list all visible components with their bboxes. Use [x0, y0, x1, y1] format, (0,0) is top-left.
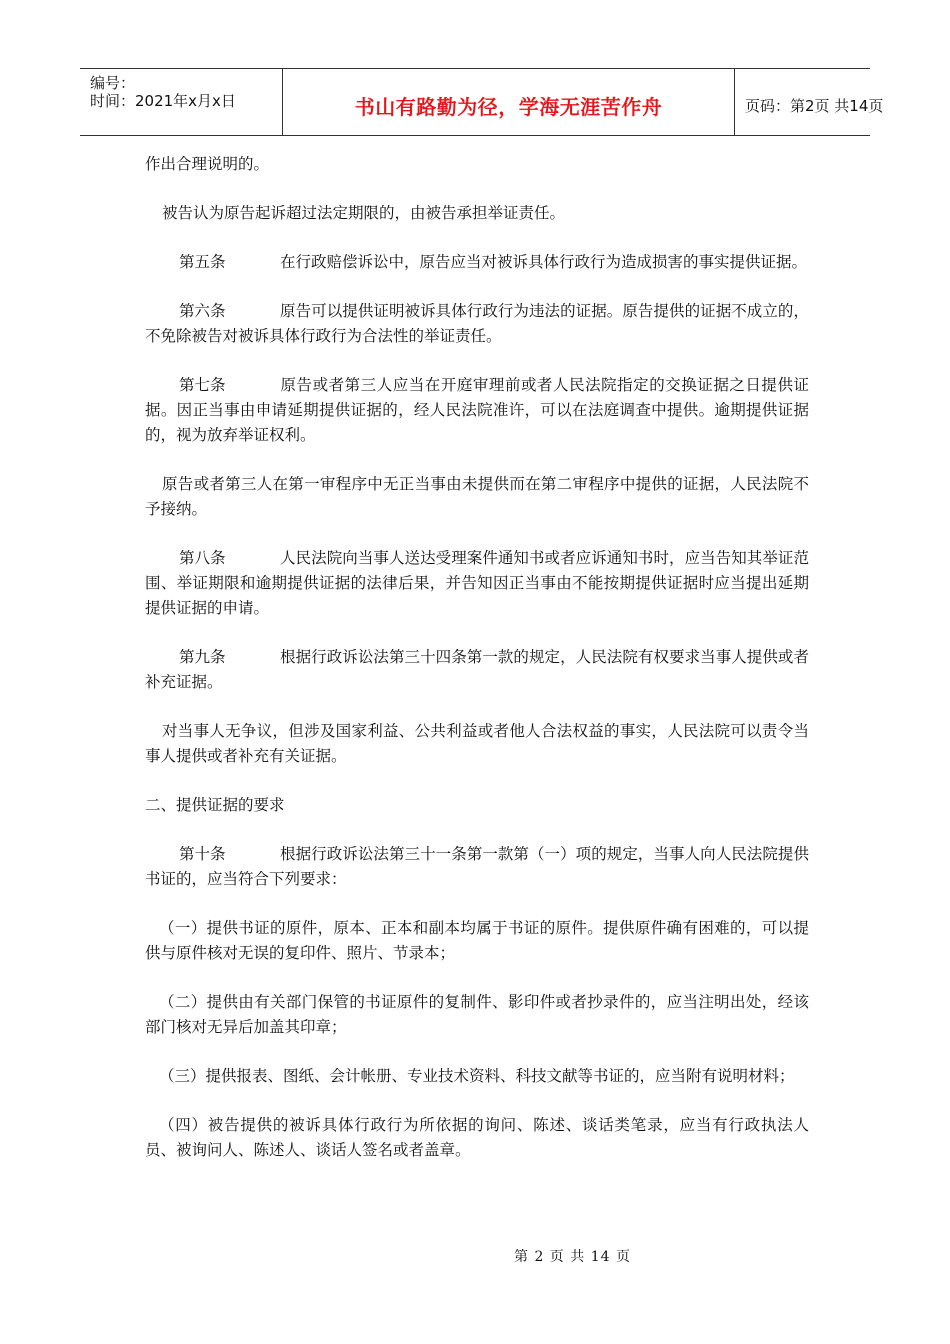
header-motto-cell [282, 69, 735, 135]
header-motto: 书山有路勤为径，学海无涯苦作舟 [354, 95, 663, 119]
article-8-title: 第八条 [179, 549, 226, 567]
article-7-text: 原告或者第三人应当在开庭审理前或者人民法院指定的交换证据之日提供证据。因正当事由申请延期提供证据的，经人民法院准许，可以在法庭调查中提供。逾期提供证据的，视为放弃举证权利。 [145, 376, 809, 444]
list-item-3: （三）提供报表、图纸、会计帐册、专业技术资料、科技文献等书证的，应当附有说明材料； [159, 1067, 795, 1085]
list-item-4: （四）被告提供的被诉具体行政行为所依据的询问、陈述、谈话类笔录，应当有行政执法人员、被询问人、陈述人、谈话人签名或者盖章。 [145, 1116, 809, 1159]
article-5-title: 第五条 [179, 253, 226, 271]
article-5-text: 在行政赔偿诉讼中，原告应当对被诉具体行政行为造成损害的事实提供证据。 [280, 253, 808, 271]
header-page-code: 页码：第2页 共14页 [745, 97, 884, 115]
document-time-label: 时间：2021年x月x日 [90, 92, 236, 110]
article-8-text: 人民法院向当事人送达受理案件通知书或者应诉通知书时，应当告知其举证范围、举证期限和逾期提供证据的法律后果，并告知因正当事由不能按期提供证据时应当提出延期提供证据的申请。 [145, 549, 809, 617]
paragraph-defendant-burden: 被告认为原告起诉超过法定期限的，由被告承担举证责任。 [162, 204, 566, 222]
article-10-title: 第十条 [179, 845, 226, 863]
document-body [145, 152, 809, 1187]
article-6-title: 第六条 [179, 302, 226, 320]
list-item-1: （一）提供书证的原件，原本、正本和副本均属于书证的原件。提供原件确有困难的，可以提供与原件核对无误的复印件、照片、节录本； [145, 919, 809, 962]
article-10 [145, 842, 809, 892]
article-9-paragraph-2: 对当事人无争议，但涉及国家利益、公共利益或者他人合法权益的事实，人民法院可以责令当事人提供或者补充有关证据。 [145, 722, 809, 765]
article-9-text: 根据行政诉讼法第三十四条第一款的规定，人民法院有权要求当事人提供或者补充证据。 [145, 648, 809, 691]
article-7-title: 第七条 [179, 376, 226, 394]
article-9 [145, 645, 809, 695]
header-page-cell [735, 69, 884, 135]
footer-page-number: 第 2 页 共 14 页 [514, 1249, 631, 1265]
section-heading-2: 二、提供证据的要求 [145, 796, 285, 814]
article-5 [145, 250, 809, 275]
paragraph-continuation: 作出合理说明的。 [145, 155, 270, 173]
article-8 [145, 546, 809, 621]
article-7 [145, 373, 809, 448]
article-7-paragraph-2: 原告或者第三人在第一审程序中无正当事由未提供而在第二审程序中提供的证据，人民法院不予接纳。 [145, 475, 809, 518]
header-meta [80, 69, 282, 135]
article-6-text: 原告可以提供证明被诉具体行政行为违法的证据。原告提供的证据不成立的，不免除被告对被诉具体行政行为合法性的举证责任。 [145, 302, 809, 345]
page-header [80, 68, 884, 136]
document-number-label: 编号： [90, 74, 136, 92]
page-footer [0, 1246, 950, 1266]
article-10-text: 根据行政诉讼法第三十一条第一款第（一）项的规定，当事人向人民法院提供书证的，应当符合下列要求： [145, 845, 809, 888]
article-9-title: 第九条 [179, 648, 226, 666]
list-item-2: （二）提供由有关部门保管的书证原件的复制件、影印件或者抄录件的，应当注明出处，经该部门核对无异后加盖其印章； [145, 993, 809, 1036]
article-6 [145, 299, 809, 349]
